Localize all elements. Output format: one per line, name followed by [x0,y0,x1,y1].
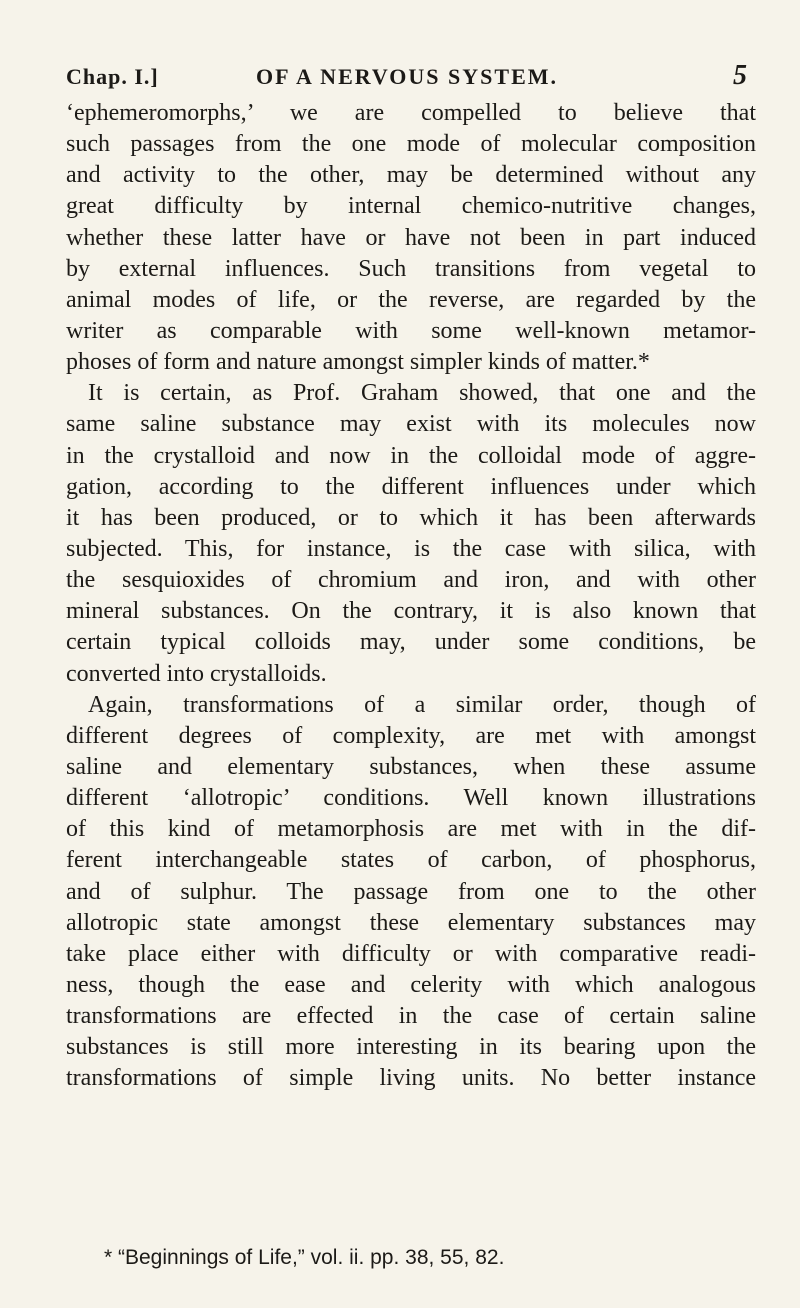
text-line: same saline substance may exist with its molecules now [66,411,756,438]
text-line: different degrees of complexity, are met with amongst [66,722,756,749]
text-line: and activity to the other, may be determined without any [66,162,756,189]
text-line: Again, transformations of a similar order, though of [88,691,756,718]
text-line: of this kind of metamorphosis are met with in the dif- [66,816,756,843]
text-line: great difficulty by internal chemico-nutritive changes, [66,193,756,220]
text-line: it has been produced, or to which it has been afterwards [66,504,756,531]
text-line: whether these latter have or have not been in part induced [66,224,756,251]
text-line: gation, according to the different influences under which [66,473,756,500]
text-line: by external influences. Such transitions from vegetal to [66,255,756,282]
chapter-label: Chap. I.] [66,64,159,89]
text-line: ferent interchangeable states of carbon, of phosphorus, [66,847,756,874]
running-header [66,60,748,94]
text-line: mineral substances. On the contrary, it is also known that [66,598,756,625]
text-line: different ‘allotropic’ conditions. Well known illustrations [66,785,756,812]
text-line: in the crystalloid and now in the colloidal mode of aggre- [66,442,756,469]
body-text [66,98,756,1095]
text-line: transformations of simple living units. No better instance [66,1065,756,1092]
page-number: 5 [733,60,748,91]
text-line: ‘ephemeromorphs,’ we are compelled to believe that [66,100,756,126]
text-line: saline and elementary substances, when these assume [66,753,756,780]
text-line: writer as comparable with some well-known metamor- [66,317,756,344]
text-line: such passages from the one mode of molecular composition [66,131,756,158]
text-line: and of sulphur. The passage from one to the other [66,878,756,905]
text-line: transformations are effected in the case of certain saline [66,1003,756,1030]
text-line: phoses of form and nature amongst simpler kinds of matter.* [66,349,650,376]
text-line: substances is still more interesting in its bearing upon the [66,1034,756,1061]
running-title: OF A NERVOUS SYSTEM. [255,64,559,89]
text-line: It is certain, as Prof. Graham showed, that one and the [88,380,756,407]
text-line: certain typical colloids may, under some conditions, be [66,629,756,656]
text-line: animal modes of life, or the reverse, are regarded by the [66,286,756,313]
text-line: the sesquioxides of chromium and iron, and with other [66,567,756,594]
text-line: allotropic state amongst these elementary substances may [66,909,756,936]
text-line: converted into crystalloids. [66,660,327,687]
text-line: subjected. This, for instance, is the case with silica, with [66,535,756,562]
text-line: ness, though the ease and celerity with which analogous [66,971,756,998]
text-line: take place either with difficulty or with comparative readi- [66,940,756,967]
footnote: * “Beginnings of Life,” vol. ii. pp. 38, 55, 82. [104,1246,505,1269]
